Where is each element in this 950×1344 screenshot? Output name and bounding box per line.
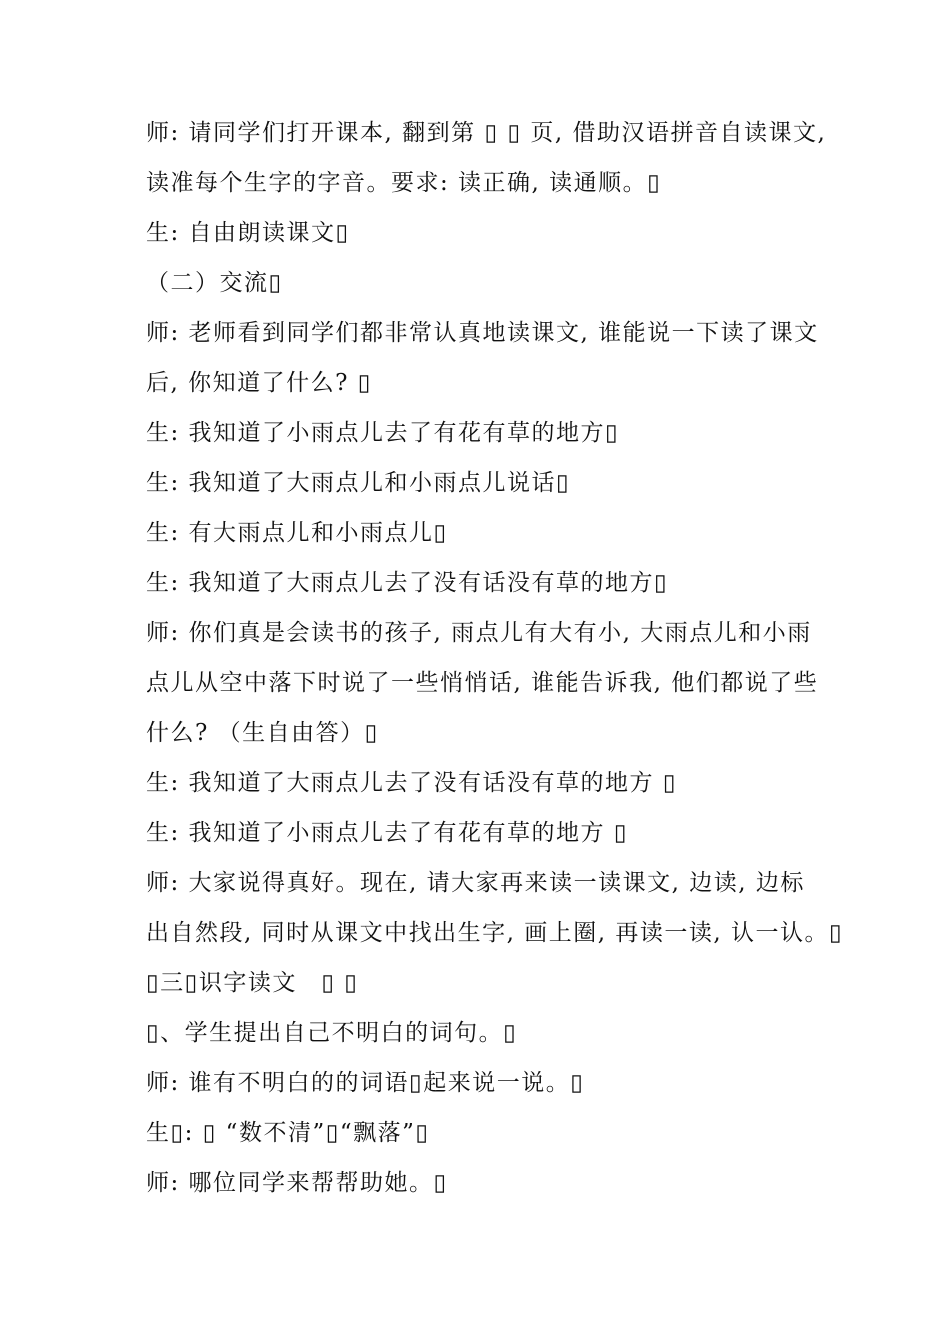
- text-line: 师: 谁有不明白的的词语▯起来说一说。▯: [146, 1070, 585, 1096]
- text-line: 师: 哪位同学来帮帮助她。▯: [146, 1170, 448, 1196]
- text-line: 生: 我知道了大雨点儿去了没有话没有草的地方 ▯: [146, 770, 678, 796]
- text-line: 出自然段, 同时从课文中找出生字, 画上圈, 再读一读, 认一认。▯: [146, 920, 844, 946]
- text-line: 生▯: ▯ “数不清”▯“飘落”▯: [146, 1120, 430, 1146]
- text-line: 生: 我知道了小雨点儿去了有花有草的地方 ▯: [146, 820, 629, 846]
- section-heading: （二）交流▯: [146, 270, 283, 296]
- text-line: 师: 大家说得真好。现在, 请大家再来读一读课文, 边读, 边标: [146, 870, 805, 896]
- text-line: 后, 你知道了什么? ▯: [146, 370, 372, 396]
- text-line: 生: 我知道了大雨点儿和小雨点儿说话▯: [146, 470, 571, 496]
- text-line: 什么? （生自由答）▯: [146, 720, 379, 746]
- text-line: ▯、学生提出自己不明白的词句。▯: [146, 1020, 518, 1046]
- text-line: 点儿从空中落下时说了一些悄悄话, 谁能告诉我, 他们都说了些: [146, 670, 819, 696]
- section-heading: ▯三▯识字读文 ▯ ▯: [146, 970, 359, 996]
- text-line: 师: 请同学们打开课本, 翻到第 ▯ ▯ 页, 借助汉语拼音自读课文,: [146, 120, 827, 146]
- text-line: 读准每个生字的字音。要求: 读正确, 读通顺。▯: [146, 170, 662, 196]
- text-line: 师: 老师看到同学们都非常认真地读课文, 谁能说一下读了课文: [146, 320, 819, 346]
- text-line: 师: 你们真是会读书的孩子, 雨点儿有大有小, 大雨点儿和小雨: [146, 620, 812, 646]
- text-line: 生: 我知道了小雨点儿去了有花有草的地方▯: [146, 420, 620, 446]
- text-line: 生: 自由朗读课文▯: [146, 220, 350, 246]
- text-line: 生: 我知道了大雨点儿去了没有话没有草的地方▯: [146, 570, 669, 596]
- text-line: 生: 有大雨点儿和小雨点儿▯: [146, 520, 448, 546]
